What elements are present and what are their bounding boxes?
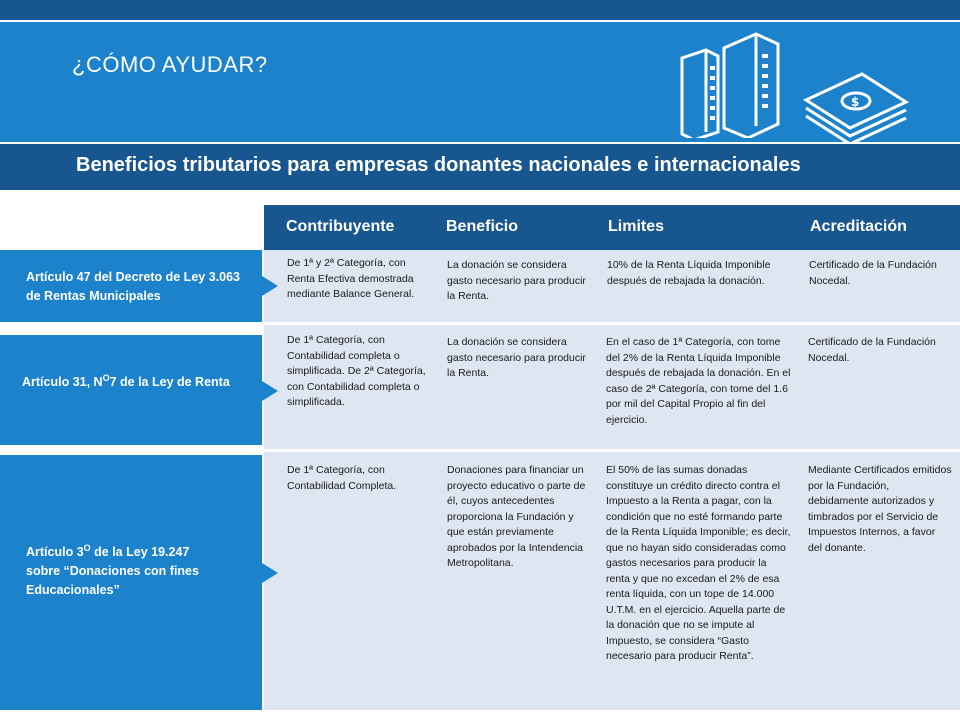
header-contribuyente: Contribuyente	[286, 218, 395, 235]
money-stack-icon	[800, 62, 912, 144]
cell-acreditacion: Certificado de la Fundación Nocedal.	[808, 336, 936, 364]
page-subtitle: Beneficios tributarios para empresas donantes nacionales e internacionales	[76, 154, 801, 176]
svg-text:$: $	[851, 95, 860, 109]
article-box	[0, 335, 262, 445]
cell-beneficio: La donación se considera gasto necesario para producir la Renta.	[447, 336, 586, 379]
subtitle-band	[0, 144, 960, 190]
article-box	[0, 250, 262, 322]
banner	[0, 22, 960, 142]
article-label: Artículo $3^O$ de la Ley 19.247 sobre “Donaciones con fines Educacionales”	[26, 542, 199, 597]
page-title: ¿CÓMO AYUDAR?	[72, 52, 268, 77]
article-box	[0, 455, 262, 710]
header-acreditacion: Acreditación	[810, 218, 907, 235]
article-arrow	[262, 276, 278, 296]
article-label: Artículo 47 del Decreto de Ley 3.063 de Rentas Municipales	[26, 270, 240, 303]
cell-acreditacion: Mediante Certificados emitidos por la Fundación, debidamente autorizados y timbrados por el Servicio de Impuestos Internos, a favor del donante.	[808, 464, 952, 554]
cell-beneficio: La donación se considera gasto necesario para producir la Renta.	[447, 259, 586, 302]
article-arrow	[262, 381, 278, 401]
table-header	[264, 205, 960, 250]
cell-contribuyente: De 1ª y 2ª Categoría, con Renta Efectiva demostrada mediante Balance General.	[287, 257, 415, 300]
cell-limites: El 50% de las sumas donadas constituye un crédito directo contra el Impuesto a la Renta a pagar, con la condición que no esté formando parte de la Renta Líquida Imponible; es decir, que no hayan sido consideradas como gastos necesarios para producir la renta y que no excedan el 2% de esa renta líquida, con un tope de 14.000 U.T.M. en el ejercicio. Aquella parte de la donación que no se impute al Impuesto, se considera “Gasto necesario para producir Renta”.	[606, 464, 791, 662]
cell-limites: 10% de la Renta Líquida Imponible después de rebajada la donación.	[607, 259, 771, 287]
cell-limites: En el caso de 1ª Categoría, con tome del 2% de la Renta Líquida Imponible después de rebajada la donación. En el caso de 2ª Categoría, con tome del 1.6 por mil del Capital Propio al fin del ejercicio.	[606, 336, 791, 426]
header-beneficio: Beneficio	[446, 218, 519, 235]
header-limites: Limites	[608, 218, 665, 235]
buildings-icon	[678, 28, 790, 138]
cell-beneficio: Donaciones para financiar un proyecto educativo o parte de él, cuyos antecedentes proporciona la Fundación y que están previamente aprobados por la Intendencia Metropolitana.	[447, 464, 586, 569]
article-label: Artículo 31, $N^O7$ de la Ley de Renta	[22, 372, 230, 389]
cell-acreditacion: Certificado de la Fundación Nocedal.	[809, 259, 937, 287]
top-strip	[0, 0, 960, 20]
cell-contribuyente: De 1ª Categoría, con Contabilidad Completa.	[287, 464, 397, 492]
cell-contribuyente: De 1ª Categoría, con Contabilidad completa o simplificada. De 2ª Categoría, con Contabilidad completa o simplificada.	[287, 334, 426, 408]
article-arrow	[262, 563, 278, 583]
